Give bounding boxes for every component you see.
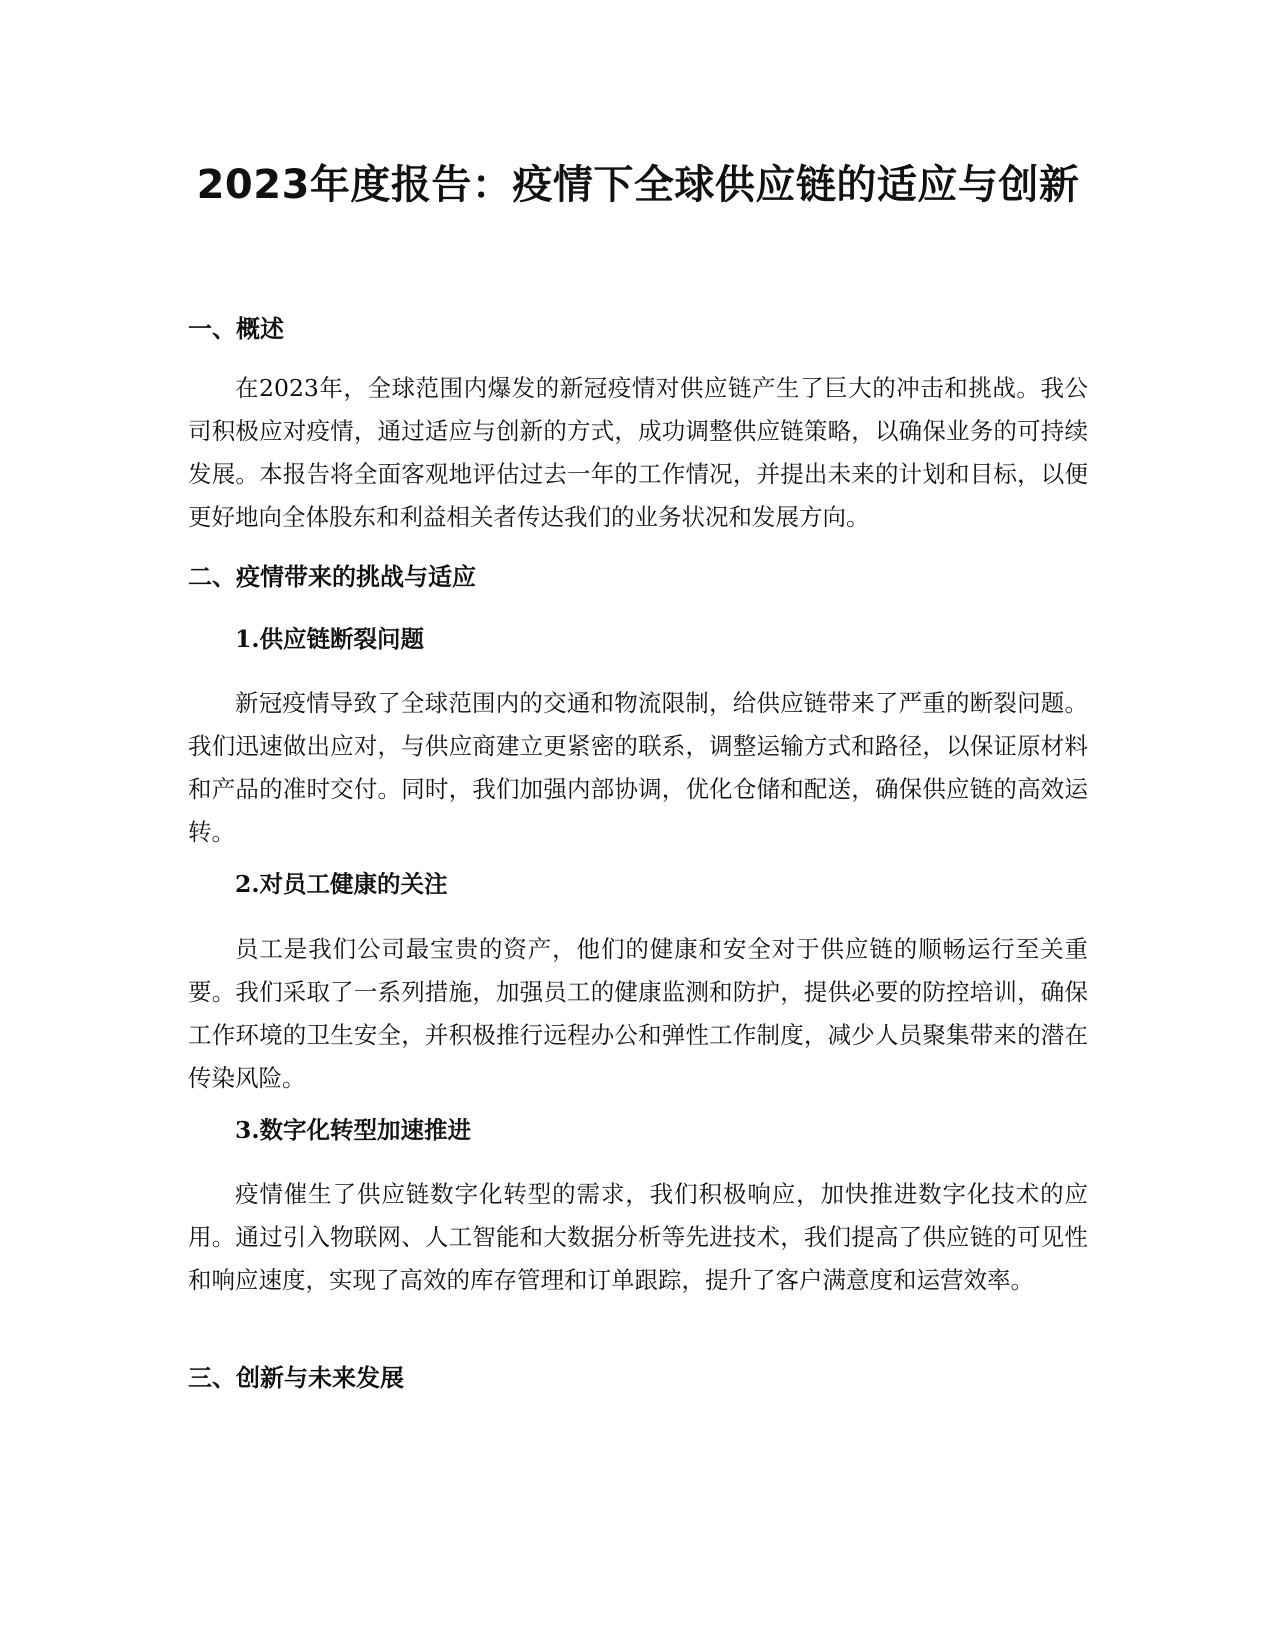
subheading-digital-transformation: 3.数字化转型加速推进 — [235, 1116, 472, 1144]
document-page — [188, 0, 1088, 1650]
subheading-supply-chain-disruption: 1.供应链断裂问题 — [235, 625, 425, 653]
section-heading-innovation: 三、创新与未来发展 — [188, 1364, 404, 1392]
section-heading-challenges: 二、疫情带来的挑战与适应 — [188, 563, 476, 591]
section-heading-overview: 一、概述 — [188, 315, 284, 343]
supply-chain-disruption-paragraph: 新冠疫情导致了全球范围内的交通和物流限制，给供应链带来了严重的断裂问题。我们迅速做出应对，与供应商建立更紧密的联系，调整运输方式和路径，以保证原材料和产品的准时交付。同时，我们加强内部协调，优化仓储和配送，确保供应链的高效运转。 — [188, 689, 1088, 846]
digital-transformation-paragraph: 疫情催生了供应链数字化转型的需求，我们积极响应，加快推进数字化技术的应用。通过引入物联网、人工智能和大数据分析等先进技术，我们提高了供应链的可见性和响应速度，实现了高效的库存管理和订单跟踪，提升了客户满意度和运营效率。 — [188, 1180, 1088, 1294]
subheading-employee-health: 2.对员工健康的关注 — [235, 870, 448, 898]
employee-health-paragraph: 员工是我们公司最宝贵的资产，他们的健康和安全对于供应链的顺畅运行至关重要。我们采取了一系列措施，加强员工的健康监测和防护，提供必要的防控培训，确保工作环境的卫生安全，并积极推行远程办公和弹性工作制度，减少人员聚集带来的潜在传染风险。 — [188, 935, 1088, 1092]
document-title: 2023年度报告：疫情下全球供应链的适应与创新 — [196, 162, 1080, 208]
overview-paragraph: 在2023年，全球范围内爆发的新冠疫情对供应链产生了巨大的冲击和挑战。我公司积极应对疫情，通过适应与创新的方式，成功调整供应链策略，以确保业务的可持续发展。本报告将全面客观地评估过去一年的工作情况，并提出未来的计划和目标，以便更好地向全体股东和利益相关者传达我们的业务状况和发展方向。 — [188, 374, 1088, 531]
